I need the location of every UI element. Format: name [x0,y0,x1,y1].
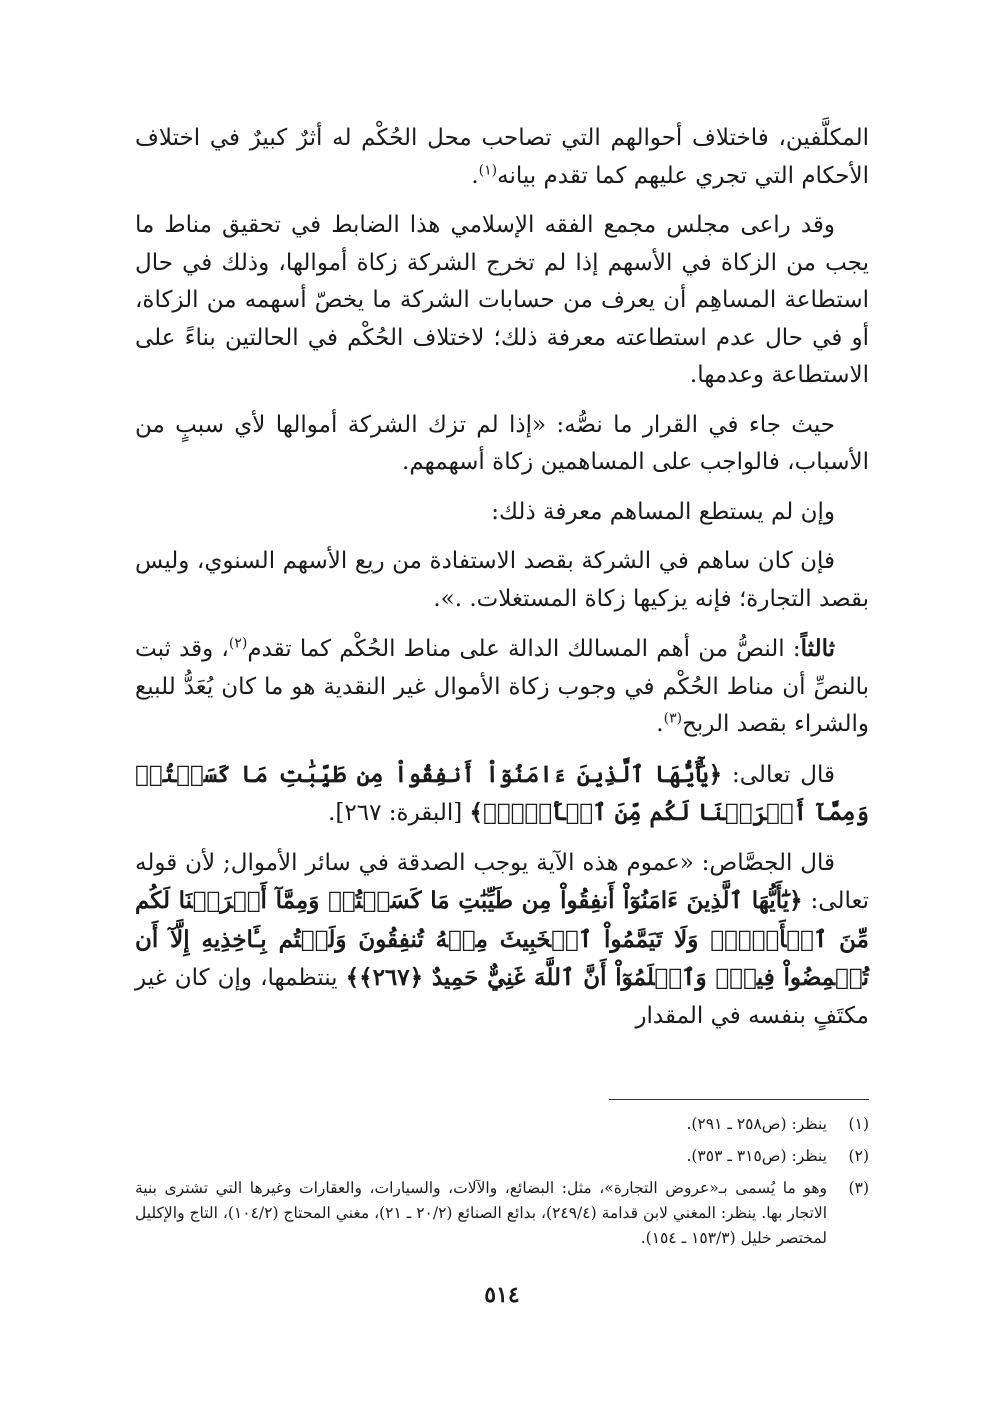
paragraph-8 [135,845,869,1036]
paragraph-text: وإن لم يستطع المساهم معرفة ذلك: [491,498,835,525]
verse-source: [البقرة: ٢٦٧]. [328,800,470,826]
footnote-1 [135,1112,869,1137]
paragraph-text: المكلَّفين، فاختلاف أحوالهم التي تصاحب محل الحُكْم له أثرٌ كبيرٌ في اختلاف الأحكام التي تجري عليهم كما تقدم بيانه [135,125,869,189]
paragraph-text: وقد راعى مجلس مجمع الفقه الإسلامي هذا الضابط في تحقيق مناط ما يجب من الزكاة في الأسهم إذا لم تخرج الشركة زكاة أموالها، وذلك في حال استطاعة المساهِم أن يعرف من حسابات الشركة ما يخصّ أسهمه من الزكاة، أو في حال عدم استطاعته معرفة ذلك؛ لاختلاف الحُكْم في الحالتين بناءً على الاستطاعة وعدمها. [135,212,869,388]
footnote-3 [135,1176,869,1251]
footnotes [135,1112,869,1258]
footnote-text: وهو ما يُسمى بـ«عروض التجارة»، مثل: البضائع، والآلات، والسيارات، والعقارات وغيرها التي تشترى بنية الاتجار بها. ينظر: المغني لابن قدامة (٢٤٩/٤)، بدائع الصنائع (٢٠/٢ ـ ٢١)، مغني المحتاج (١٠٤/٢)، التاج والإكليل لمختصر خليل (١٥٣/٣ ـ ١٥٤). [135,1179,828,1247]
paragraph-text: ينتظمها، وإن كان غير مكتَفٍ بنفسه في المقدار [135,965,869,1029]
quran-verse: ﴿يَٰٓأَيُّهَا ٱلَّذِينَ ءَامَنُوٓاْ أَنفِقُواْ مِن طَيِّبَٰتِ مَا كَسَبۡتُمۡ وَمِمَّآ أَخۡرَجۡنَا لَكُم مِّنَ ٱلۡأَرۡضِۖ﴾ [135,760,869,826]
footnote-ref-3[interactable]: (٣) [663,710,683,727]
footnote-number: (١) [848,1115,869,1133]
footnote-2 [135,1144,869,1169]
paragraph-text: قال تعالى: [722,761,835,788]
footnote-number: (٢) [848,1147,869,1165]
paragraph-1: المكلَّفين، فاختلاف أحوالهم التي تصاحب محل الحُكْم له أثرٌ كبيرٌ في اختلاف الأحكام التي تجري عليهم كما تقدم بيانه$^{(١)}$. [135,125,869,189]
paragraph-4 [135,494,869,532]
paragraph-7 [135,756,869,833]
paragraph-6: ثالثاً: النصُّ من أهم المسالك الدالة على مناط الحُكْم كما تقدم$^{(٢)}$، وقد ثبت بالنصِّ أن مناط الحُكْم في وجوب زكاة الأموال غير النقدية هو ما كان يُعَدُّ للبيع والشراء بقصد الربح$^{(٣)}$. [135,635,869,737]
paragraph-text: قال الجصَّاص: «عموم هذه الآية يوجب الصدقة في سائر الأموال; لأن قوله تعالى: [135,849,869,914]
paragraph-text: : النصُّ من أهم المسالك الدالة على مناط الحُكْم كما تقدم [247,636,801,662]
paragraph-text: حيث جاء في القرار ما نصُّه: «إذا لم تزك الشركة أموالها لأي سببٍ من الأسباب، فالواجب على المساهمين زكاة أسهمهم. [135,411,869,475]
footnote-text: ينظر: (ص٣١٥ ـ ٣٥٣). [686,1147,827,1165]
quran-verse: ﴿يَٰٓأَيُّهَا ٱلَّذِينَ ءَامَنُوٓاْ أَنفِقُواْ مِن طَيِّبَٰتِ مَا كَسَبۡتُمۡ وَمِمَّآ أَخۡرَجۡنَا لَكُم مِّنَ ٱلۡأَرۡضِۖ وَلَا تَيَمَّمُواْ ٱلۡخَبِيثَ مِنۡهُ تُنفِقُونَ وَلَسۡتُم بِـَٔاخِذِيهِ إِلَّآ أَن تُغۡمِضُواْ فِيهِۚ وَٱعۡلَمُوٓاْ أَنَّ ٱللَّهَ غَنِيٌّ حَمِيدٌ ﴿٢٦٧﴾﴾ [135,887,869,991]
footnote-text: ينظر: (ص٢٥٨ ـ ٢٩١). [686,1115,827,1133]
paragraph-3 [135,407,869,482]
paragraph-text: ، وقد ثبت بالنصِّ أن مناط الحُكْم في وجوب زكاة الأموال غير النقدية هو ما كان يُعَدُّ للبيع والشراء بقصد الربح [135,636,869,737]
footnote-separator [609,1099,869,1100]
footnote-number: (٣) [848,1179,869,1197]
page-number: ٥١٤ [484,1282,520,1308]
footnote-ref-1[interactable]: (١) [478,161,498,178]
paragraph-text: فإن كان ساهم في الشركة بقصد الاستفادة من ريع الأسهم السنوي، وليس بقصد التجارة؛ فإنه يزكيها زكاة المستغلات. .». [135,548,869,612]
body-text [135,120,869,1047]
footnote-ref-2[interactable]: (٢) [228,635,248,652]
paragraph-5 [135,543,869,618]
section-lead: ثالثاً [800,635,835,662]
paragraph-2 [135,207,869,395]
